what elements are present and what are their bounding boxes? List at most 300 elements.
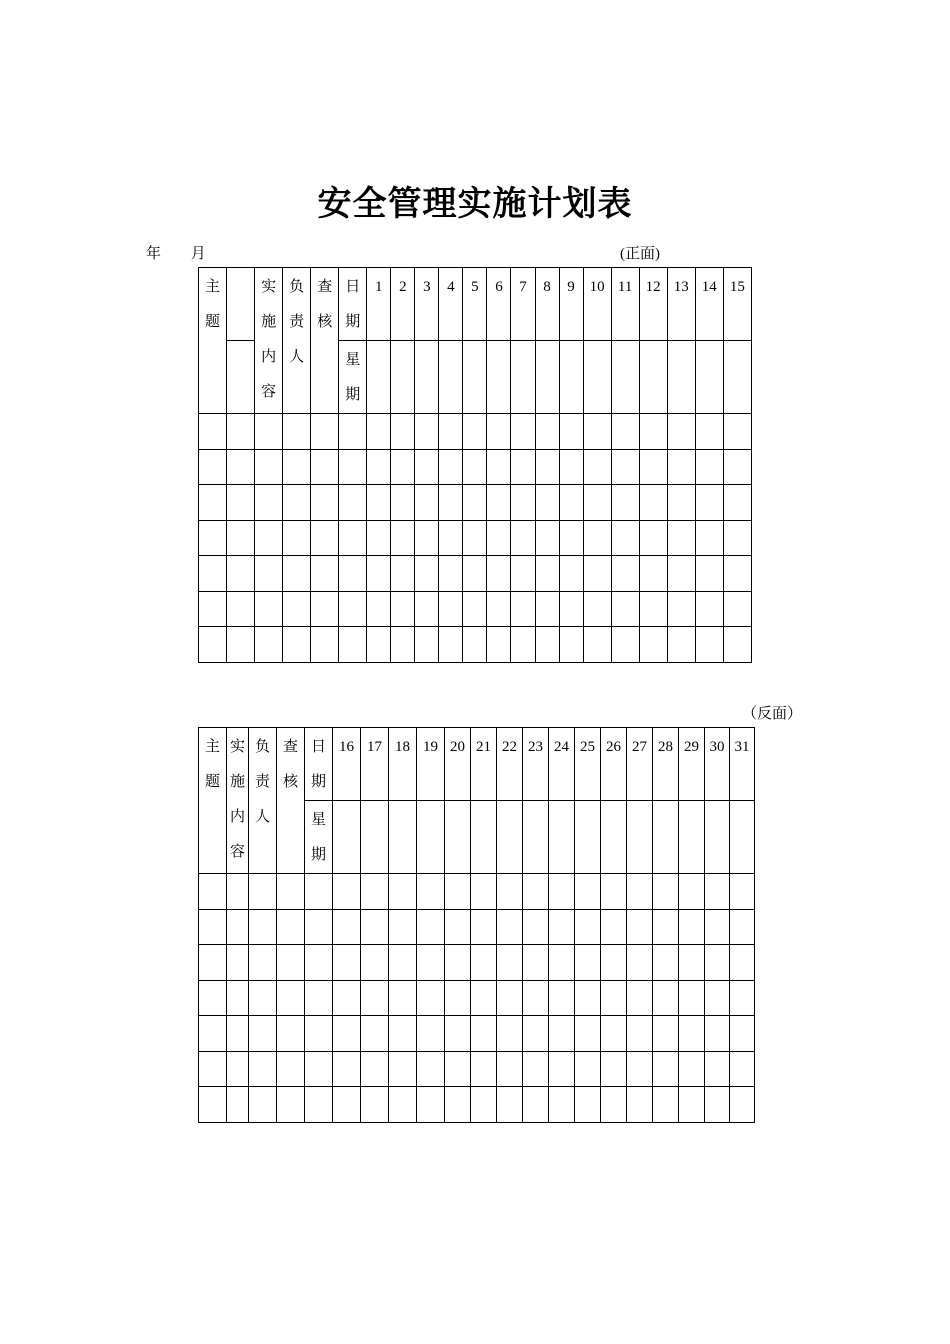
table-cell[interactable] bbox=[523, 980, 549, 1016]
table-cell[interactable] bbox=[227, 980, 249, 1016]
table-cell[interactable] bbox=[575, 1051, 601, 1087]
table-cell[interactable] bbox=[471, 1016, 497, 1052]
table-cell[interactable] bbox=[497, 874, 523, 910]
table-cell[interactable] bbox=[389, 945, 417, 981]
table-cell[interactable] bbox=[415, 591, 439, 627]
table-cell[interactable] bbox=[227, 414, 255, 450]
table-cell[interactable] bbox=[523, 909, 549, 945]
table-cell[interactable] bbox=[549, 980, 575, 1016]
table-cell[interactable] bbox=[695, 485, 723, 521]
table-cell[interactable] bbox=[439, 556, 463, 592]
table-cell[interactable] bbox=[389, 1016, 417, 1052]
table-cell[interactable] bbox=[199, 1051, 227, 1087]
table-cell[interactable] bbox=[667, 591, 695, 627]
table-cell[interactable] bbox=[535, 627, 559, 663]
table-cell[interactable] bbox=[667, 414, 695, 450]
table-cell[interactable] bbox=[367, 627, 391, 663]
table-cell[interactable] bbox=[487, 627, 511, 663]
table-cell[interactable] bbox=[583, 449, 611, 485]
table-cell[interactable] bbox=[333, 874, 361, 910]
table-cell[interactable] bbox=[583, 414, 611, 450]
table-cell[interactable] bbox=[559, 520, 583, 556]
table-cell[interactable] bbox=[339, 520, 367, 556]
table-cell[interactable] bbox=[705, 1016, 730, 1052]
table-cell[interactable] bbox=[471, 980, 497, 1016]
table-cell[interactable] bbox=[653, 980, 679, 1016]
table-cell[interactable] bbox=[653, 945, 679, 981]
table-cell[interactable] bbox=[417, 909, 445, 945]
table-cell[interactable] bbox=[471, 1051, 497, 1087]
table-cell[interactable] bbox=[305, 909, 333, 945]
table-cell[interactable] bbox=[305, 1051, 333, 1087]
table-cell[interactable] bbox=[463, 485, 487, 521]
table-cell[interactable] bbox=[445, 1016, 471, 1052]
table-cell[interactable] bbox=[199, 627, 227, 663]
table-cell[interactable] bbox=[601, 1016, 627, 1052]
table-cell[interactable] bbox=[199, 449, 227, 485]
table-cell[interactable] bbox=[511, 485, 535, 521]
table-cell[interactable] bbox=[391, 591, 415, 627]
table-cell[interactable] bbox=[487, 414, 511, 450]
table-cell[interactable] bbox=[249, 1016, 277, 1052]
table-cell[interactable] bbox=[445, 909, 471, 945]
table-cell[interactable] bbox=[277, 909, 305, 945]
table-cell[interactable] bbox=[583, 591, 611, 627]
table-cell[interactable] bbox=[445, 980, 471, 1016]
table-cell[interactable] bbox=[389, 1051, 417, 1087]
table-cell[interactable] bbox=[583, 520, 611, 556]
day-number: 28 bbox=[658, 739, 673, 755]
table-cell[interactable] bbox=[730, 909, 755, 945]
table-cell[interactable] bbox=[601, 1087, 627, 1123]
table-cell[interactable] bbox=[575, 945, 601, 981]
table-cell[interactable] bbox=[367, 591, 391, 627]
table-cell[interactable] bbox=[227, 627, 255, 663]
weekday-cell bbox=[705, 801, 730, 874]
table-cell[interactable] bbox=[471, 874, 497, 910]
table-cell[interactable] bbox=[653, 1016, 679, 1052]
table-cell[interactable] bbox=[627, 1051, 653, 1087]
table-cell[interactable] bbox=[730, 980, 755, 1016]
table-cell[interactable] bbox=[535, 556, 559, 592]
table-cell[interactable] bbox=[679, 1016, 705, 1052]
table-cell[interactable] bbox=[723, 556, 751, 592]
table-cell[interactable] bbox=[389, 980, 417, 1016]
table-cell[interactable] bbox=[367, 449, 391, 485]
table-cell[interactable] bbox=[339, 591, 367, 627]
table-cell[interactable] bbox=[249, 909, 277, 945]
table-cell[interactable] bbox=[667, 520, 695, 556]
table-cell[interactable] bbox=[695, 591, 723, 627]
table-cell[interactable] bbox=[611, 591, 639, 627]
table-cell[interactable] bbox=[333, 909, 361, 945]
day-header bbox=[511, 268, 535, 341]
table-cell[interactable] bbox=[311, 414, 339, 450]
table-cell[interactable] bbox=[249, 945, 277, 981]
table-cell[interactable] bbox=[439, 591, 463, 627]
table-cell[interactable] bbox=[439, 414, 463, 450]
table-cell[interactable] bbox=[535, 520, 559, 556]
table-cell[interactable] bbox=[523, 1087, 549, 1123]
table-cell[interactable] bbox=[559, 556, 583, 592]
table-cell[interactable] bbox=[277, 1087, 305, 1123]
table-cell[interactable] bbox=[305, 1016, 333, 1052]
table-cell[interactable] bbox=[255, 414, 283, 450]
table-cell[interactable] bbox=[445, 1087, 471, 1123]
table-cell[interactable] bbox=[471, 945, 497, 981]
table-cell[interactable] bbox=[199, 945, 227, 981]
table-cell[interactable] bbox=[723, 449, 751, 485]
day-header bbox=[549, 728, 575, 801]
table-cell[interactable] bbox=[249, 980, 277, 1016]
table-cell[interactable] bbox=[611, 520, 639, 556]
table-cell[interactable] bbox=[705, 1051, 730, 1087]
table-cell[interactable] bbox=[361, 874, 389, 910]
table-cell[interactable] bbox=[679, 980, 705, 1016]
table-cell[interactable] bbox=[255, 449, 283, 485]
table-cell[interactable] bbox=[535, 414, 559, 450]
table-cell[interactable] bbox=[333, 1051, 361, 1087]
table-cell[interactable] bbox=[439, 449, 463, 485]
table-cell[interactable] bbox=[367, 556, 391, 592]
table-cell[interactable] bbox=[627, 909, 653, 945]
table-cell[interactable] bbox=[549, 874, 575, 910]
table-cell[interactable] bbox=[511, 556, 535, 592]
table-cell[interactable] bbox=[471, 909, 497, 945]
table-cell[interactable] bbox=[305, 874, 333, 910]
table-cell[interactable] bbox=[199, 1087, 227, 1123]
table-cell[interactable] bbox=[227, 556, 255, 592]
table-cell[interactable] bbox=[723, 627, 751, 663]
table-cell[interactable] bbox=[283, 485, 311, 521]
table-cell[interactable] bbox=[417, 980, 445, 1016]
table-cell[interactable] bbox=[311, 520, 339, 556]
table-cell[interactable] bbox=[575, 909, 601, 945]
table-cell[interactable] bbox=[283, 627, 311, 663]
table-cell[interactable] bbox=[199, 909, 227, 945]
table-cell[interactable] bbox=[417, 874, 445, 910]
table-cell[interactable] bbox=[417, 1016, 445, 1052]
table-cell[interactable] bbox=[439, 520, 463, 556]
table-cell[interactable] bbox=[730, 945, 755, 981]
table-cell[interactable] bbox=[339, 449, 367, 485]
table-cell[interactable] bbox=[575, 980, 601, 1016]
table-cell[interactable] bbox=[639, 485, 667, 521]
table-cell[interactable] bbox=[249, 874, 277, 910]
table-cell[interactable] bbox=[415, 414, 439, 450]
table-cell[interactable] bbox=[361, 1051, 389, 1087]
table-cell[interactable] bbox=[415, 627, 439, 663]
table-cell[interactable] bbox=[417, 1087, 445, 1123]
table-cell[interactable] bbox=[559, 627, 583, 663]
table-cell[interactable] bbox=[705, 1087, 730, 1123]
table-cell[interactable] bbox=[511, 520, 535, 556]
table-cell[interactable] bbox=[199, 520, 227, 556]
table-cell[interactable] bbox=[339, 556, 367, 592]
table-cell[interactable] bbox=[463, 627, 487, 663]
table-cell[interactable] bbox=[389, 909, 417, 945]
table-cell[interactable] bbox=[627, 1016, 653, 1052]
table-cell[interactable] bbox=[255, 627, 283, 663]
table-cell[interactable] bbox=[695, 449, 723, 485]
table-cell[interactable] bbox=[723, 485, 751, 521]
table-cell[interactable] bbox=[227, 1016, 249, 1052]
table-cell[interactable] bbox=[391, 414, 415, 450]
table-cell[interactable] bbox=[723, 591, 751, 627]
table-cell[interactable] bbox=[667, 627, 695, 663]
table-cell[interactable] bbox=[361, 909, 389, 945]
table-cell[interactable] bbox=[511, 414, 535, 450]
table-cell[interactable] bbox=[497, 945, 523, 981]
table-cell[interactable] bbox=[463, 591, 487, 627]
table-cell[interactable] bbox=[611, 449, 639, 485]
table-cell[interactable] bbox=[283, 556, 311, 592]
table-cell[interactable] bbox=[705, 909, 730, 945]
table-cell[interactable] bbox=[227, 1087, 249, 1123]
table-cell[interactable] bbox=[487, 485, 511, 521]
table-cell[interactable] bbox=[639, 627, 667, 663]
table-cell[interactable] bbox=[311, 556, 339, 592]
table-cell[interactable] bbox=[227, 874, 249, 910]
table-cell[interactable] bbox=[611, 556, 639, 592]
day-number: 30 bbox=[709, 739, 725, 755]
table-cell[interactable] bbox=[653, 909, 679, 945]
table-cell[interactable] bbox=[511, 627, 535, 663]
table-cell[interactable] bbox=[601, 874, 627, 910]
table-cell[interactable] bbox=[730, 1051, 755, 1087]
table-cell[interactable] bbox=[611, 485, 639, 521]
table-cell[interactable] bbox=[333, 1016, 361, 1052]
table-cell[interactable] bbox=[695, 556, 723, 592]
table-cell[interactable] bbox=[575, 874, 601, 910]
table-cell[interactable] bbox=[361, 980, 389, 1016]
table-cell[interactable] bbox=[559, 449, 583, 485]
table-cell[interactable] bbox=[535, 449, 559, 485]
table-cell[interactable] bbox=[305, 980, 333, 1016]
table-cell[interactable] bbox=[535, 591, 559, 627]
table-cell[interactable] bbox=[415, 449, 439, 485]
table-cell[interactable] bbox=[679, 874, 705, 910]
table-cell[interactable] bbox=[723, 414, 751, 450]
table-cell[interactable] bbox=[535, 485, 559, 521]
table-cell[interactable] bbox=[333, 945, 361, 981]
table-cell[interactable] bbox=[627, 980, 653, 1016]
table-cell[interactable] bbox=[311, 485, 339, 521]
table-cell[interactable] bbox=[639, 520, 667, 556]
table-cell[interactable] bbox=[277, 1051, 305, 1087]
table-cell[interactable] bbox=[705, 945, 730, 981]
table-cell[interactable] bbox=[601, 980, 627, 1016]
table-cell[interactable] bbox=[391, 556, 415, 592]
table-cell[interactable] bbox=[227, 945, 249, 981]
table-cell[interactable] bbox=[549, 1051, 575, 1087]
table-cell[interactable] bbox=[283, 449, 311, 485]
table-cell[interactable] bbox=[497, 909, 523, 945]
table-cell[interactable] bbox=[445, 1051, 471, 1087]
table-cell[interactable] bbox=[199, 485, 227, 521]
table-cell[interactable] bbox=[311, 627, 339, 663]
table-cell[interactable] bbox=[627, 1087, 653, 1123]
table-cell[interactable] bbox=[415, 485, 439, 521]
table-cell[interactable] bbox=[705, 874, 730, 910]
table-cell[interactable] bbox=[333, 1087, 361, 1123]
table-cell[interactable] bbox=[730, 1087, 755, 1123]
table-cell[interactable] bbox=[705, 980, 730, 1016]
table-cell[interactable] bbox=[523, 1016, 549, 1052]
table-cell[interactable] bbox=[361, 1087, 389, 1123]
table-cell[interactable] bbox=[639, 414, 667, 450]
table-cell[interactable] bbox=[667, 449, 695, 485]
table-cell[interactable] bbox=[389, 874, 417, 910]
table-cell[interactable] bbox=[575, 1016, 601, 1052]
table-cell[interactable] bbox=[730, 874, 755, 910]
table-cell[interactable] bbox=[559, 591, 583, 627]
table-cell[interactable] bbox=[305, 945, 333, 981]
table-cell[interactable] bbox=[653, 1087, 679, 1123]
table-cell[interactable] bbox=[255, 556, 283, 592]
table-cell[interactable] bbox=[227, 520, 255, 556]
table-cell[interactable] bbox=[199, 556, 227, 592]
table-cell[interactable] bbox=[283, 414, 311, 450]
table-cell[interactable] bbox=[497, 1087, 523, 1123]
table-cell[interactable] bbox=[549, 1016, 575, 1052]
table-cell[interactable] bbox=[255, 485, 283, 521]
table-cell[interactable] bbox=[695, 414, 723, 450]
table-cell[interactable] bbox=[391, 520, 415, 556]
table-cell[interactable] bbox=[361, 945, 389, 981]
table-cell[interactable] bbox=[549, 1087, 575, 1123]
table-cell[interactable] bbox=[601, 909, 627, 945]
table-cell[interactable] bbox=[227, 485, 255, 521]
table-cell[interactable] bbox=[463, 556, 487, 592]
table-cell[interactable] bbox=[311, 591, 339, 627]
table-cell[interactable] bbox=[583, 627, 611, 663]
table-cell[interactable] bbox=[463, 414, 487, 450]
table-cell[interactable] bbox=[199, 591, 227, 627]
table-cell[interactable] bbox=[283, 591, 311, 627]
table-cell[interactable] bbox=[445, 874, 471, 910]
table-cell[interactable] bbox=[639, 449, 667, 485]
table-cell[interactable] bbox=[417, 1051, 445, 1087]
table-cell[interactable] bbox=[611, 414, 639, 450]
table-cell[interactable] bbox=[679, 909, 705, 945]
table-cell[interactable] bbox=[417, 945, 445, 981]
table-cell[interactable] bbox=[227, 449, 255, 485]
table-cell[interactable] bbox=[679, 1087, 705, 1123]
table-cell[interactable] bbox=[367, 414, 391, 450]
table-cell[interactable] bbox=[445, 945, 471, 981]
table-cell[interactable] bbox=[391, 449, 415, 485]
table-cell[interactable] bbox=[255, 520, 283, 556]
table-cell[interactable] bbox=[333, 980, 361, 1016]
table-cell[interactable] bbox=[367, 520, 391, 556]
table-cell[interactable] bbox=[695, 627, 723, 663]
table-cell[interactable] bbox=[601, 1051, 627, 1087]
table-cell[interactable] bbox=[523, 945, 549, 981]
table-cell[interactable] bbox=[415, 520, 439, 556]
table-cell[interactable] bbox=[639, 556, 667, 592]
table-cell[interactable] bbox=[339, 627, 367, 663]
table-cell[interactable] bbox=[583, 556, 611, 592]
table-cell[interactable] bbox=[415, 556, 439, 592]
table-cell[interactable] bbox=[639, 591, 667, 627]
table-cell[interactable] bbox=[339, 485, 367, 521]
table-cell[interactable] bbox=[575, 1087, 601, 1123]
table-cell[interactable] bbox=[487, 520, 511, 556]
table-cell[interactable] bbox=[627, 945, 653, 981]
table-cell[interactable] bbox=[523, 1051, 549, 1087]
table-cell[interactable] bbox=[559, 485, 583, 521]
table-cell[interactable] bbox=[227, 591, 255, 627]
table-cell[interactable] bbox=[583, 485, 611, 521]
table-cell[interactable] bbox=[339, 414, 367, 450]
table-cell[interactable] bbox=[667, 485, 695, 521]
table-cell[interactable] bbox=[255, 591, 283, 627]
table-cell[interactable] bbox=[391, 627, 415, 663]
table-cell[interactable] bbox=[305, 1087, 333, 1123]
table-cell[interactable] bbox=[277, 945, 305, 981]
table-cell[interactable] bbox=[653, 1051, 679, 1087]
table-cell[interactable] bbox=[487, 591, 511, 627]
table-cell[interactable] bbox=[497, 980, 523, 1016]
table-cell[interactable] bbox=[559, 414, 583, 450]
table-cell[interactable] bbox=[549, 909, 575, 945]
table-cell[interactable] bbox=[249, 1051, 277, 1087]
table-cell[interactable] bbox=[361, 1016, 389, 1052]
table-cell[interactable] bbox=[627, 874, 653, 910]
front-plan-table bbox=[198, 267, 752, 663]
table-cell[interactable] bbox=[283, 520, 311, 556]
table-cell[interactable] bbox=[511, 591, 535, 627]
table-cell[interactable] bbox=[277, 874, 305, 910]
table-cell[interactable] bbox=[730, 1016, 755, 1052]
table-cell[interactable] bbox=[439, 485, 463, 521]
table-cell[interactable] bbox=[487, 449, 511, 485]
table-cell[interactable] bbox=[391, 485, 415, 521]
table-cell[interactable] bbox=[367, 485, 391, 521]
table-cell[interactable] bbox=[277, 980, 305, 1016]
table-cell[interactable] bbox=[497, 1016, 523, 1052]
table-cell[interactable] bbox=[439, 627, 463, 663]
table-cell[interactable] bbox=[227, 909, 249, 945]
table-cell[interactable] bbox=[601, 945, 627, 981]
table-cell[interactable] bbox=[653, 874, 679, 910]
table-cell[interactable] bbox=[463, 520, 487, 556]
table-cell[interactable] bbox=[311, 449, 339, 485]
table-cell[interactable] bbox=[199, 980, 227, 1016]
table-cell[interactable] bbox=[277, 1016, 305, 1052]
table-cell[interactable] bbox=[497, 1051, 523, 1087]
table-cell[interactable] bbox=[199, 874, 227, 910]
table-cell[interactable] bbox=[679, 945, 705, 981]
table-cell[interactable] bbox=[471, 1087, 497, 1123]
table-cell[interactable] bbox=[249, 1087, 277, 1123]
table-cell[interactable] bbox=[199, 1016, 227, 1052]
table-cell[interactable] bbox=[389, 1087, 417, 1123]
table-cell[interactable] bbox=[511, 449, 535, 485]
table-cell[interactable] bbox=[695, 520, 723, 556]
table-cell[interactable] bbox=[549, 945, 575, 981]
table-cell[interactable] bbox=[199, 414, 227, 450]
table-cell[interactable] bbox=[523, 874, 549, 910]
table-cell[interactable] bbox=[227, 1051, 249, 1087]
table-cell[interactable] bbox=[723, 520, 751, 556]
table-cell[interactable] bbox=[667, 556, 695, 592]
table-cell[interactable] bbox=[611, 627, 639, 663]
table-cell[interactable] bbox=[463, 449, 487, 485]
table-cell[interactable] bbox=[679, 1051, 705, 1087]
table-cell[interactable] bbox=[487, 556, 511, 592]
